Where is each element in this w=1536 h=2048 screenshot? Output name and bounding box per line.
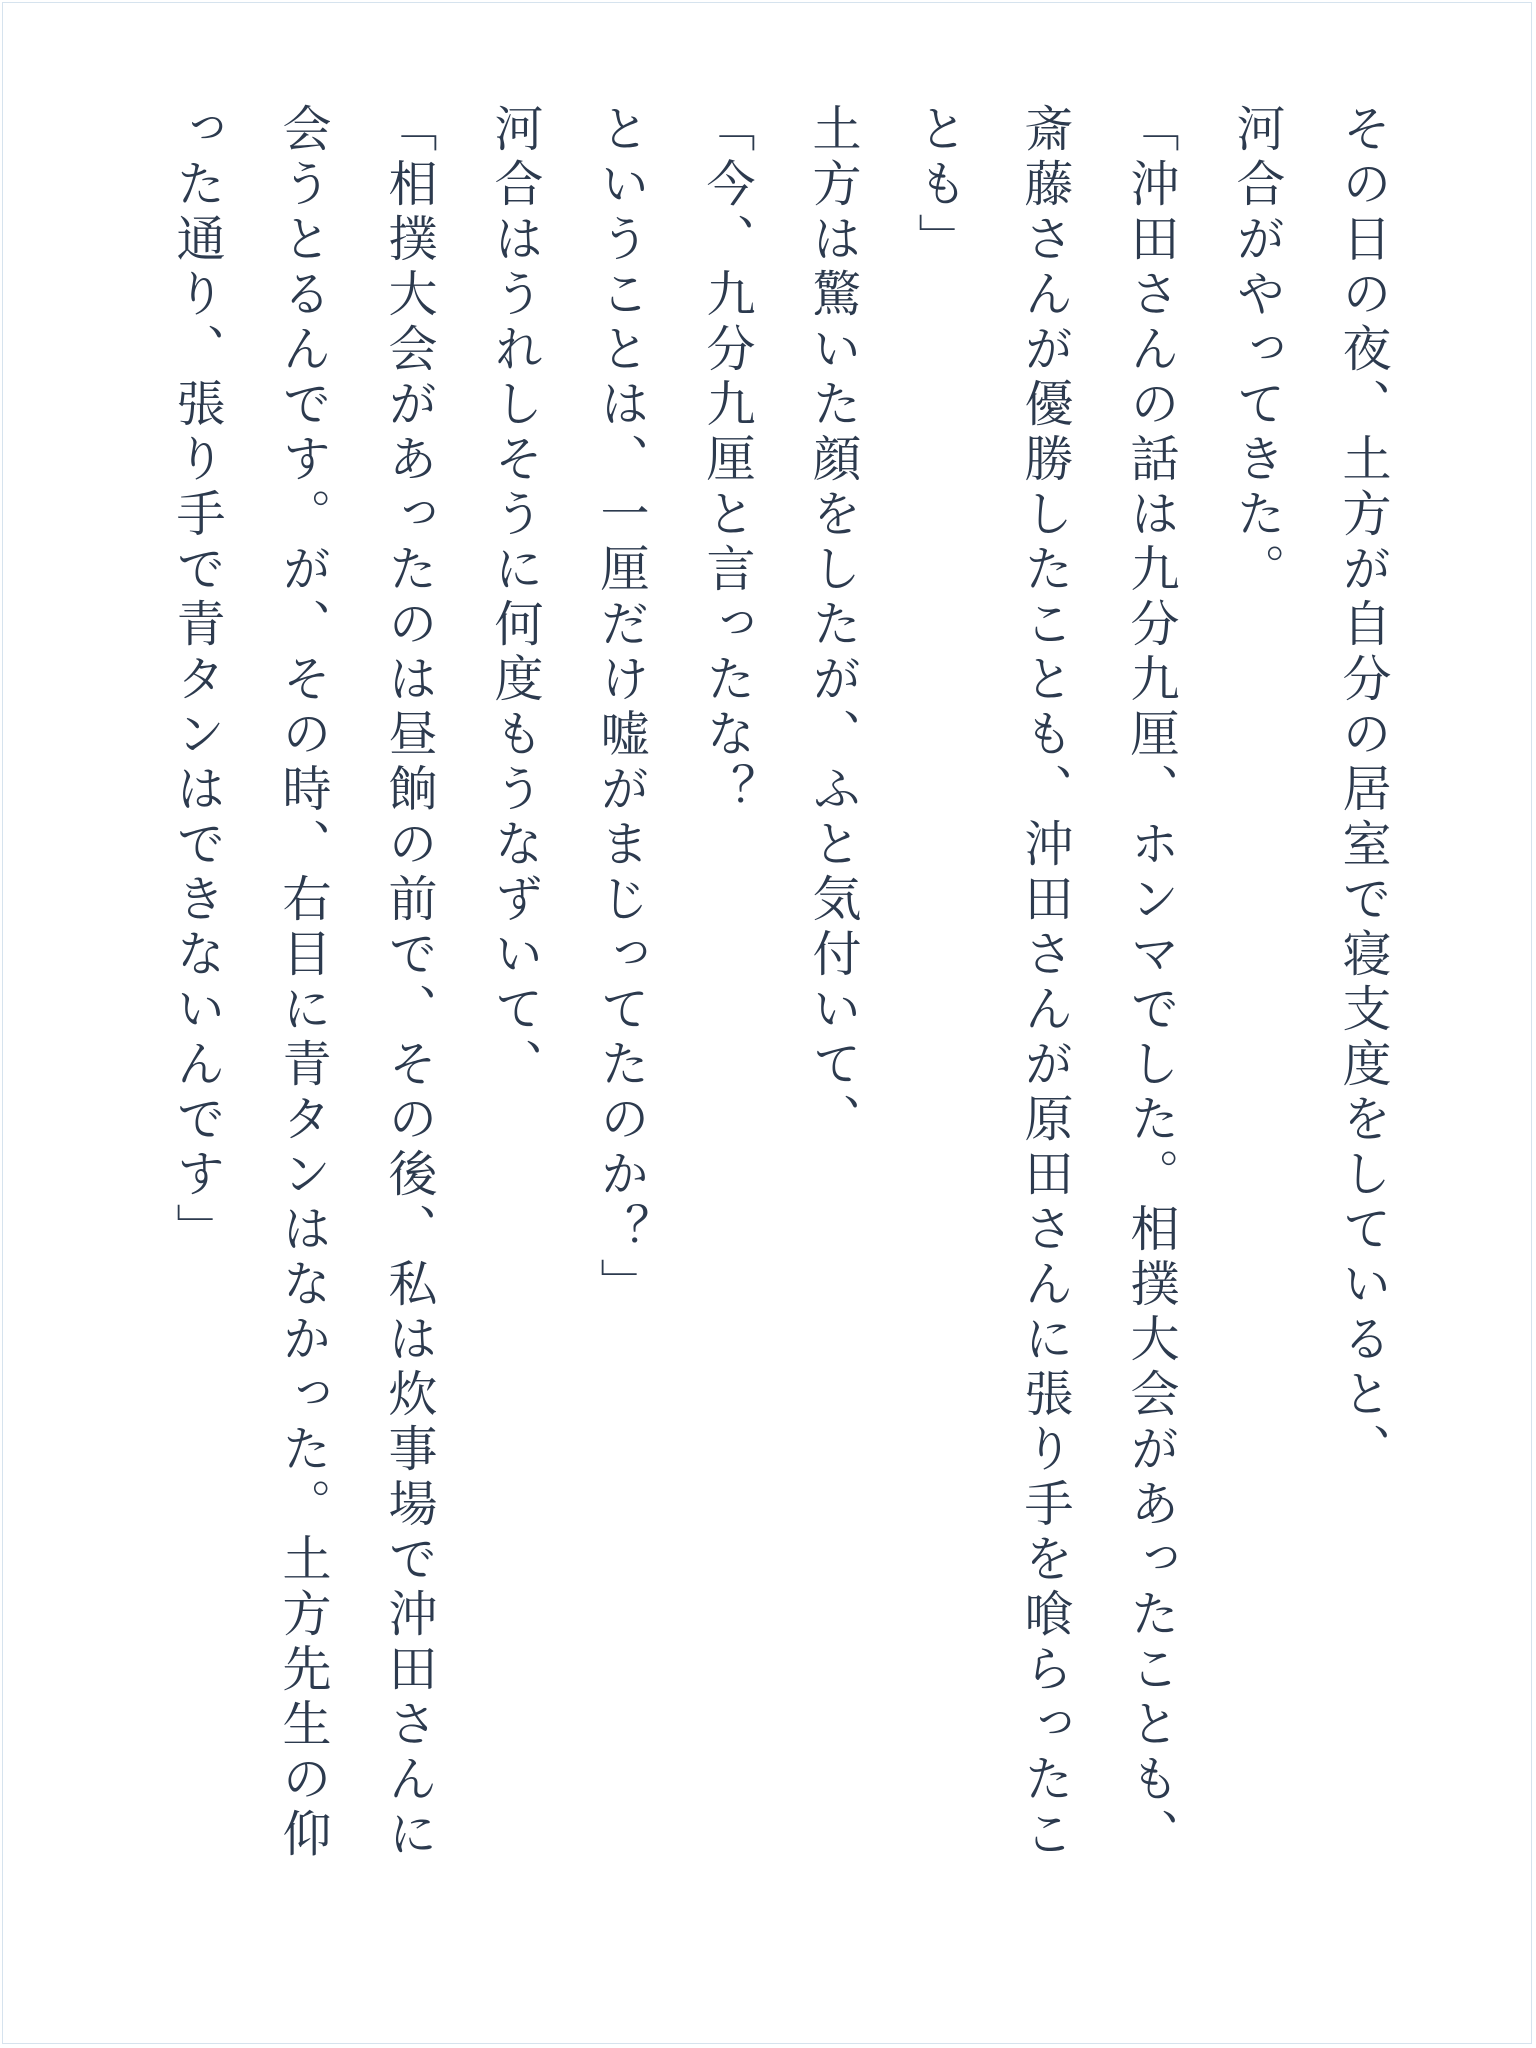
text-line-4: 土方は驚いた顔をしたが、ふと気付いて、 xyxy=(805,103,862,1148)
text-line-5: 「今、九分九厘と言ったな？ xyxy=(699,103,756,818)
text-line-3: 「沖田さんの話は九分九厘、ホンマでした。相撲大会があったことも、斎藤さんが優勝したことも、沖田さんが原田さんに張り手を喰らったことも」 xyxy=(911,103,1180,1863)
page-frame xyxy=(2,2,1532,2044)
text-line-8: 「相撲大会があったのは昼餉の前で、その後、私は炊事場で沖田さんに会うとるんです。が、その時、右目に青タンはなかった。土方先生の仰った通り、張り手で青タンはできないんです」 xyxy=(169,103,438,1863)
vertical-text-body xyxy=(144,103,1416,1883)
text-line-6: ということは、一厘だけ嘘がまじってたのか？」 xyxy=(593,103,650,1313)
text-line-7: 河合はうれしそうに何度もうなずいて、 xyxy=(487,103,544,1093)
text-line-1: その日の夜、土方が自分の居室で寝支度をしていると、 xyxy=(1335,103,1392,1478)
text-line-2: 河合がやってきた。 xyxy=(1229,103,1286,598)
